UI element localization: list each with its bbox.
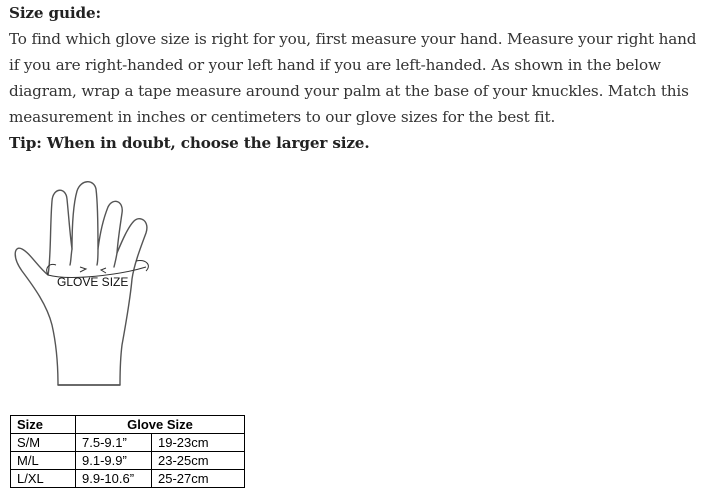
glove-size-label: GLOVE SIZE: [57, 275, 129, 289]
inches-cell: 9.1-9.9”: [76, 452, 152, 470]
cm-cell: 23-25cm: [152, 452, 245, 470]
size-guide-section: [9, 0, 709, 156]
column-header-glove-size: Glove Size: [76, 416, 245, 434]
cm-cell: 19-23cm: [152, 434, 245, 452]
column-header-size: Size: [11, 416, 76, 434]
inches-cell: 7.5-9.1”: [76, 434, 152, 452]
size-cell: L/XL: [11, 470, 76, 488]
size-cell: S/M: [11, 434, 76, 452]
size-cell: M/L: [11, 452, 76, 470]
size-guide-tip: Tip: When in doubt, choose the larger size.: [9, 134, 370, 152]
size-guide-instructions: To find which glove size is right for you, first measure your hand. Measure your right hand if you are right-handed or your left hand if you are left-handed. As shown in the below diagram, wrap a tape measure around your palm at the base of your knuckles. Match this measurement in inches or centimeters to our glove sizes for the best fit.: [9, 30, 697, 126]
size-guide-heading: Size guide:: [9, 4, 101, 22]
table-header-row: [11, 416, 245, 434]
inches-cell: 9.9-10.6”: [76, 470, 152, 488]
glove-diagram: [10, 175, 160, 395]
table-row: [11, 470, 245, 488]
table-row: [11, 452, 245, 470]
size-table: [10, 415, 245, 488]
cm-cell: 25-27cm: [152, 470, 245, 488]
table-row: [11, 434, 245, 452]
